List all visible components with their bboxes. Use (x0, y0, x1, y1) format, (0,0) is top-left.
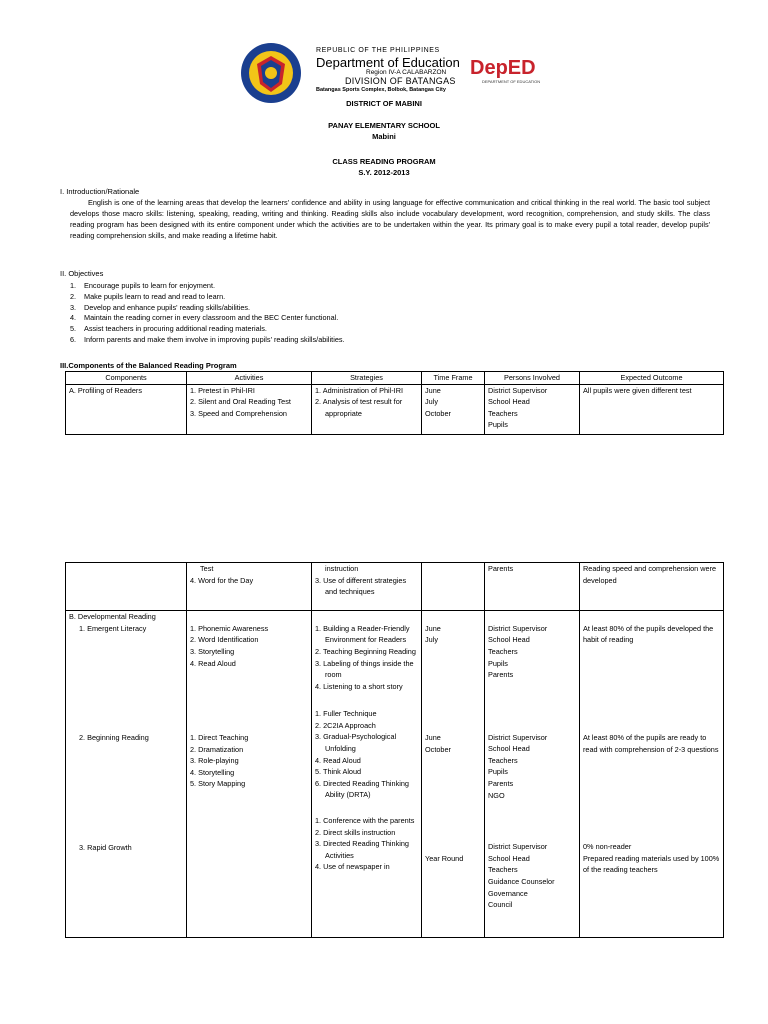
division-line: DIVISION OF BATANGAS (345, 76, 456, 86)
district-line: DISTRICT OF MABINI (346, 99, 422, 108)
table-header-row (66, 372, 724, 385)
col-header: Activities (187, 372, 312, 385)
cell: instruction 3. Use of different strategies and techniques (312, 563, 422, 611)
list-item: 3. Develop and enhance pupils' reading skills/abilities. (70, 302, 251, 312)
cell: All pupils were given different test (580, 384, 724, 434)
objectives-heading: II. Objectives (60, 269, 104, 278)
list-item: 6. Inform parents and make them involve in improving pupils' reading skills/abilities. (70, 334, 345, 344)
cell: District Supervisor School Head Teachers Pupils (485, 384, 580, 434)
list-item: 5. Assist teachers in procuring additional reading materials. (70, 324, 267, 334)
cell (66, 563, 187, 611)
table-row (66, 384, 724, 434)
republic-line: REPUBLIC OF THE PHILIPPINES (316, 47, 440, 54)
school-name: PANAY ELEMENTARY SCHOOL (328, 121, 440, 130)
cell (422, 563, 485, 611)
intro-paragraph: English is one of the learning areas that develop the learners' confidence and ability in using language for effective communication and critical thinking in the real world. The basic tool subject develops those macro skills: listening, speaking, reading, writing and thinking. Reading skills also include vocabulary development, word recognition, comprehension, and study skills. The class reading program has been designed with its entire component under which the activities are to be undertaken within the year. Its primary goal is to make every pupil a total reader, develop pupils' reading comprehension skills, and make reading a lifetime habit. (70, 198, 710, 240)
intro-heading: I. Introduction/Rationale (60, 187, 140, 196)
objectives-list (70, 281, 345, 346)
list-item: 1. Encourage pupils to learn for enjoyment. (70, 281, 216, 290)
department-name: Department of Education (316, 55, 460, 70)
deped-logo-tagline: DEPARTMENT OF EDUCATION (482, 79, 541, 84)
list-item: 2. Make pupils learn to read and read to learn. (70, 291, 226, 301)
deped-seal-icon (240, 42, 302, 104)
cell: June July October (422, 384, 485, 434)
components-heading: III.Components of the Balanced Reading Program (60, 361, 237, 370)
table-row (66, 563, 724, 611)
school-town: Mabini (372, 132, 396, 141)
deped-logo (470, 52, 542, 86)
address-line: Batangas Sports Complex, Bolbok, Batangas City (316, 87, 446, 93)
table-row (66, 611, 724, 938)
cell: 1. Phonemic Awareness 2. Word Identification 3. Storytelling 4. Read Aloud 1. Direct Teaching 2. Dramatization 3. Role-playing 4. Storytelling 5. Story Mapping (187, 611, 312, 938)
components-table-2 (65, 562, 724, 938)
deped-logo-text: DepED (470, 57, 536, 79)
col-header: Persons Involved (485, 372, 580, 385)
col-header: Strategies (312, 372, 422, 385)
cell: B. Developmental Reading 1. Emergent Literacy 2. Beginning Reading 3. Rapid Growth (66, 611, 187, 938)
cell: Reading speed and comprehension were developed (580, 563, 724, 611)
program-title: CLASS READING PROGRAM (332, 157, 436, 166)
cell: At least 80% of the pupils developed the habit of reading At least 80% of the pupils are ready to read with comprehension of 2-3 questions 0% non-reader Prepared reading materials used by 100% of the reading teachers (580, 611, 724, 938)
region-line: Region IV-A CALABARZON (366, 69, 447, 76)
cell: 1. Administration of Phil-IRI 2. Analysis of test result for appropriate (312, 384, 422, 434)
list-item: 4. Maintain the reading corner in every classroom and the BEC Center functional. (70, 313, 339, 323)
col-header: Expected Outcome (580, 372, 724, 385)
cell: A. Profiling of Readers (66, 384, 187, 434)
program-year: S.Y. 2012-2013 (358, 168, 410, 177)
cell: 1. Building a Reader-Friendly Environment for Readers 2. Teaching Beginning Reading 3. Labeling of things inside the room 4. Listening to a short story 1. Fuller Technique 2. 2C2IA Approach 3. Gradual-Psychological Unfolding 4. Read Aloud 5. Think Aloud 6. Directed Reading Thinking Ability (DRTA) 1. Conference with the parents 2. Direct skills instruction 3. Directed Reading Thinking Activities 4. Use of newspaper in (312, 611, 422, 938)
col-header: Components (66, 372, 187, 385)
cell: Test 4. Word for the Day (187, 563, 312, 611)
cell: District Supervisor School Head Teachers Pupils Parents District Supervisor School Head Teachers Pupils Parents NGO District Supervisor School Head Teachers Guidance Counselor Governance Council (485, 611, 580, 938)
col-header: Time Frame (422, 372, 485, 385)
cell: 1. Pretest in Phil-IRI 2. Silent and Oral Reading Test 3. Speed and Comprehension (187, 384, 312, 434)
cell: Parents (485, 563, 580, 611)
cell: June July June October Year Round (422, 611, 485, 938)
components-table-1 (65, 371, 724, 435)
